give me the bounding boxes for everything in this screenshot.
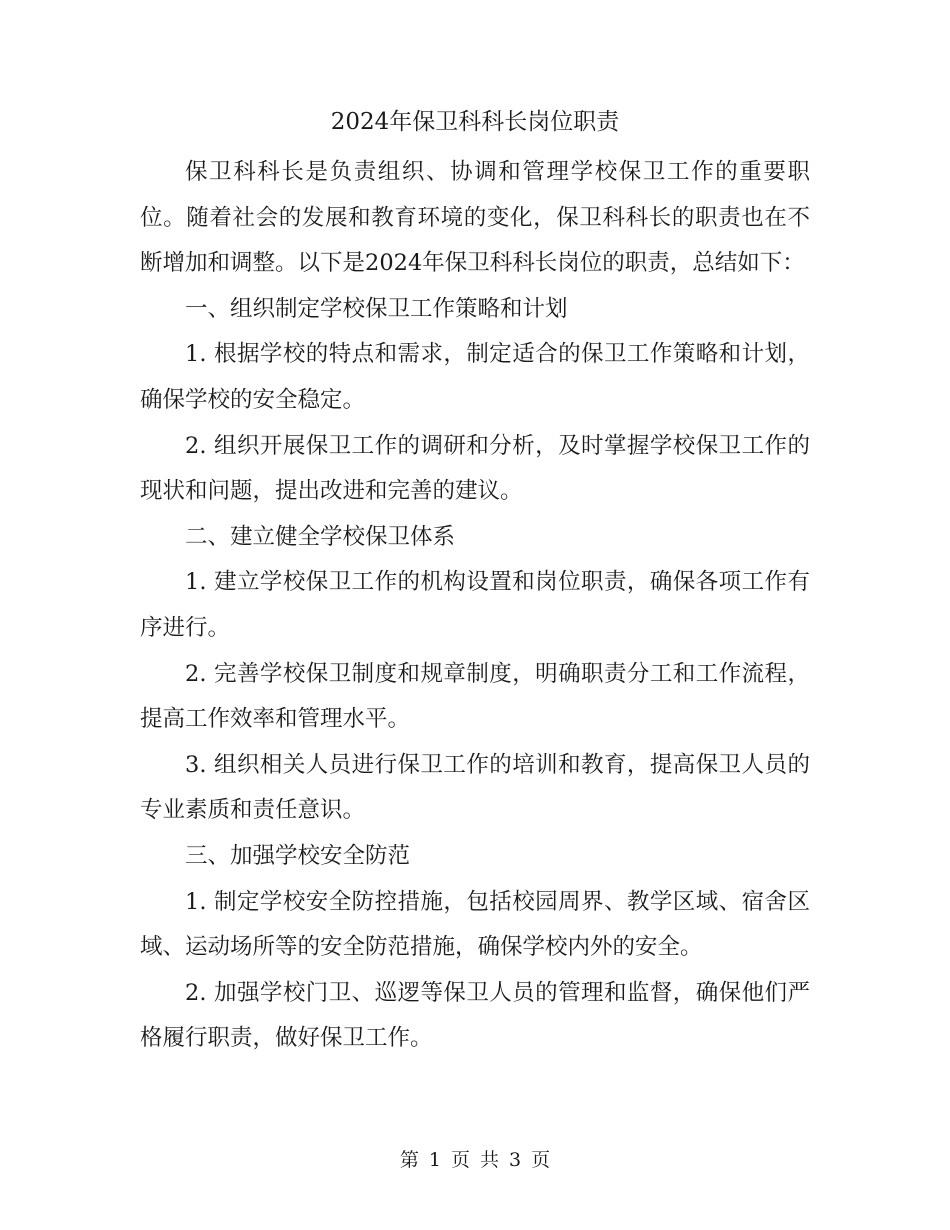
paragraph-item: 1. 根据学校的特点和需求，制定适合的保卫工作策略和计划，确保学校的安全稳定。 — [140, 341, 810, 413]
paragraph-item: 1. 建立学校保卫工作的机构设置和岗位职责，确保各项工作有序进行。 — [140, 569, 810, 641]
document-title: 2024年保卫科科长岗位职责 — [330, 109, 620, 135]
paragraph-item: 2. 完善学校保卫制度和规章制度，明确职责分工和工作流程，提高工作效率和管理水平。 — [140, 660, 810, 733]
paragraph-item: 1. 制定学校安全防控措施，包括校园周界、教学区域、宿舍区域、运动场所等的安全防范措施，确保学校内外的安全。 — [140, 888, 810, 961]
section-heading-3: 三、加强学校安全防范 — [185, 842, 411, 869]
paragraph-item: 2. 组织开展保卫工作的调研和分析，及时掌握学校保卫工作的现状和问题，提出改进和完善的建议。 — [140, 432, 810, 505]
paragraph-item: 3. 组织相关人员进行保卫工作的培训和教育，提高保卫人员的专业素质和责任意识。 — [140, 751, 810, 824]
page-footer: 第 1 页 共 3 页 — [399, 1149, 551, 1171]
paragraph-intro: 保卫科科长是负责组织、协调和管理学校保卫工作的重要职位。随着社会的发展和教育环境的变化，保卫科科长的职责也在不断增加和调整。以下是2024年保卫科科长岗位的职责，总结如下： — [140, 159, 810, 277]
section-heading-2: 二、建立健全学校保卫体系 — [185, 523, 456, 550]
paragraph-item: 2. 加强学校门卫、巡逻等保卫人员的管理和监督，确保他们严格履行职责，做好保卫工作。 — [140, 979, 810, 1052]
document-body — [140, 150, 810, 1062]
section-heading-1: 一、组织制定学校保卫工作策略和计划 — [185, 295, 568, 322]
